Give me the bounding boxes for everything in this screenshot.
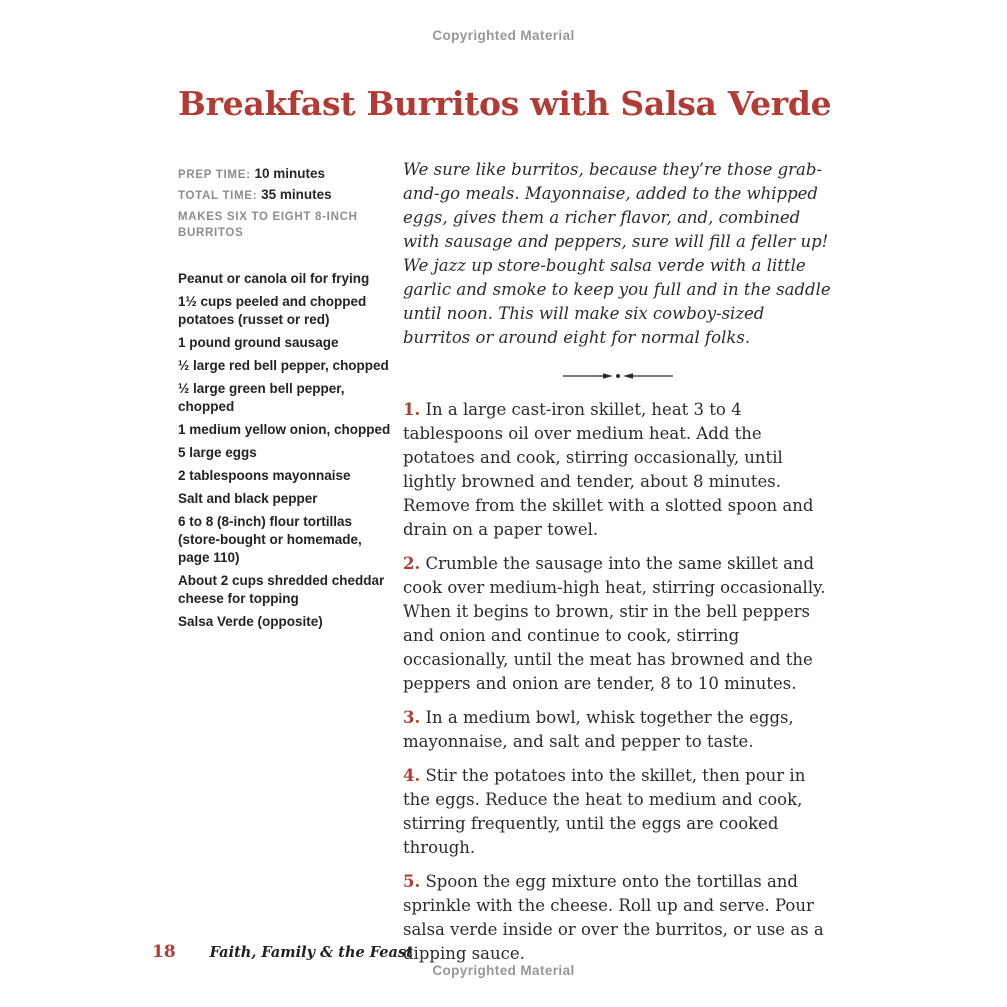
step-text: Crumble the sausage into the same skillet and cook over medium-high heat, stirring occasionally. When it begins to brown, stir in the bell peppers and onion and continue to cook, stirring occasionally, until the meat has browned and the peppers and onion are tender, 8 to 10 minutes. (403, 554, 826, 693)
ingredient-item: Salt and black pepper (178, 491, 318, 506)
recipe-body (403, 158, 833, 976)
step-text: In a large cast-iron skillet, heat 3 to 4 tablespoons oil over medium heat. Add the potatoes and cook, stirring occasionally, until lightly browned and tender, about 8 minutes. Remove from the skillet with a slotted spoon and drain on a paper towel. (403, 400, 814, 539)
step-number: 5. (403, 872, 421, 891)
recipe-step (403, 398, 833, 542)
step-number: 1. (403, 400, 421, 419)
divider-ornament-icon (563, 370, 673, 382)
ingredient-item: 5 large eggs (178, 445, 257, 460)
yield-line: MAKES SIX TO EIGHT 8-INCH BURRITOS (178, 211, 358, 239)
step-number: 3. (403, 708, 421, 727)
ingredient-item: Peanut or canola oil for frying (178, 271, 370, 286)
ingredient-item: 2 tablespoons mayonnaise (178, 468, 351, 483)
ingredient-list (178, 270, 396, 631)
step-text: Spoon the egg mixture onto the tortillas and sprinkle with the cheese. Roll up and serve. Pour salsa verde inside or over the burritos, or use as a dipping sauce. (403, 872, 824, 963)
recipe-intro: We sure like burritos, because they’re those grab-and-go meals. Mayonnaise, added to the whipped eggs, gives them a richer flavor, and, combined with sausage and peppers, sure will fill a feller up! We jazz up store-bought salsa verde with a little garlic and smoke to keep you full and in the saddle until noon. This will make six cowboy-sized burritos or around eight for normal folks. (403, 160, 831, 347)
prep-time-value: 10 minutes (254, 166, 326, 181)
copyright-notice-top: Copyrighted Material (432, 28, 575, 43)
copyright-notice-bottom: Copyrighted Material (432, 963, 575, 978)
recipe-sidebar (178, 164, 396, 636)
prep-time-line (178, 164, 396, 185)
ingredient-item: 1½ cups peeled and chopped potatoes (russet or red) (178, 294, 367, 327)
total-time-label: TOTAL TIME: (178, 190, 258, 202)
ingredient-item: 1 medium yellow onion, chopped (178, 422, 391, 437)
book-title: Faith, Family & the Feast (209, 944, 413, 961)
step-number: 4. (403, 766, 421, 785)
ingredient-item: ½ large green bell pepper, chopped (178, 381, 345, 414)
ingredient-item: ½ large red bell pepper, chopped (178, 358, 389, 373)
page-footer (152, 942, 413, 962)
ingredient-item: About 2 cups shredded cheddar cheese for topping (178, 573, 385, 606)
step-text: In a medium bowl, whisk together the eggs, mayonnaise, and salt and pepper to taste. (403, 708, 794, 751)
recipe-step (403, 764, 833, 860)
total-time-line (178, 185, 396, 206)
step-text: Stir the potatoes into the skillet, then pour in the eggs. Reduce the heat to medium and cook, stirring frequently, until the eggs are cooked through. (403, 766, 806, 857)
total-time-value: 35 minutes (261, 187, 332, 202)
ingredient-item: Salsa Verde (opposite) (178, 614, 323, 629)
recipe-step (403, 706, 833, 754)
page-number: 18 (152, 942, 176, 962)
recipe-title: Breakfast Burritos with Salsa Verde (178, 84, 832, 123)
recipe-step (403, 870, 833, 966)
prep-time-label: PREP TIME: (178, 169, 251, 181)
step-number: 2. (403, 554, 421, 573)
recipe-step (403, 552, 833, 696)
ingredient-item: 6 to 8 (8-inch) flour tortillas (store-bought or homemade, page 110) (178, 514, 362, 565)
ingredient-item: 1 pound ground sausage (178, 335, 339, 350)
